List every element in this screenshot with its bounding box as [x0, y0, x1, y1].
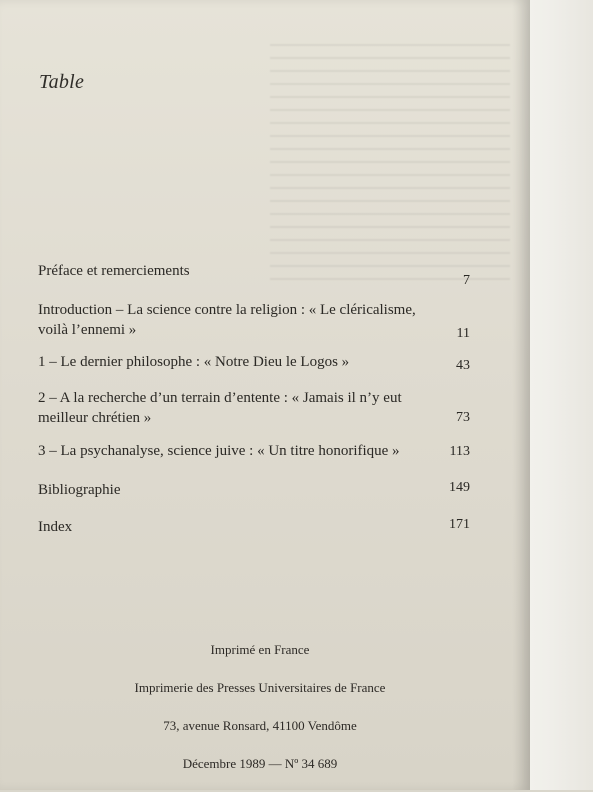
toc-entry-page-number: 11 — [456, 326, 470, 341]
toc-entry-page-number: 43 — [456, 358, 470, 373]
page-title: Table — [39, 71, 85, 93]
imprint-line: Imprimerie des Presses Universitaires de France — [134, 680, 386, 695]
toc-entry-title: Bibliographie — [38, 482, 121, 498]
toc-entry-preface — [38, 261, 470, 288]
toc-entry-bibliography — [38, 480, 470, 500]
toc-entry-chapter-1 — [38, 352, 470, 372]
toc-entry-page-number: 7 — [463, 273, 470, 288]
toc-entry-index — [38, 517, 470, 537]
toc-entry-title: 1 – Le dernier philosophe : « Notre Dieu le Logos » — [38, 354, 350, 370]
toc-entry-title: 3 – La psychanalyse, science juive : « Un titre honorifique » — [38, 443, 400, 459]
toc-entry-page-number: 149 — [449, 480, 470, 495]
imprint-line: Imprimé en France — [210, 642, 310, 657]
toc-entry-title: Introduction – La science contre la religion : « Le cléricalisme, voilà l’ennemi » — [38, 302, 416, 338]
toc-entry-page-number: 113 — [449, 444, 470, 459]
toc-entry-title: 2 – A la recherche d’un terrain d’entente : « Jamais il n’y eut meilleur chrétien » — [38, 390, 402, 426]
toc-entry-chapter-2 — [38, 388, 470, 428]
imprint-line: Décembre 1989 — Nº 34 689 — [182, 756, 338, 771]
toc-entry-page-number: 73 — [456, 410, 470, 425]
toc-entry-title: Préface et remerciements — [38, 263, 190, 279]
imprint-line: 73, avenue Ronsard, 41100 Vendôme — [163, 718, 357, 733]
toc-entry-title: Index — [38, 519, 73, 535]
printer-imprint — [110, 621, 410, 792]
toc-entry-introduction — [38, 300, 470, 340]
toc-entry-page-number: 171 — [449, 517, 470, 532]
toc-entry-chapter-3 — [38, 441, 470, 461]
next-page-edge — [530, 0, 593, 790]
